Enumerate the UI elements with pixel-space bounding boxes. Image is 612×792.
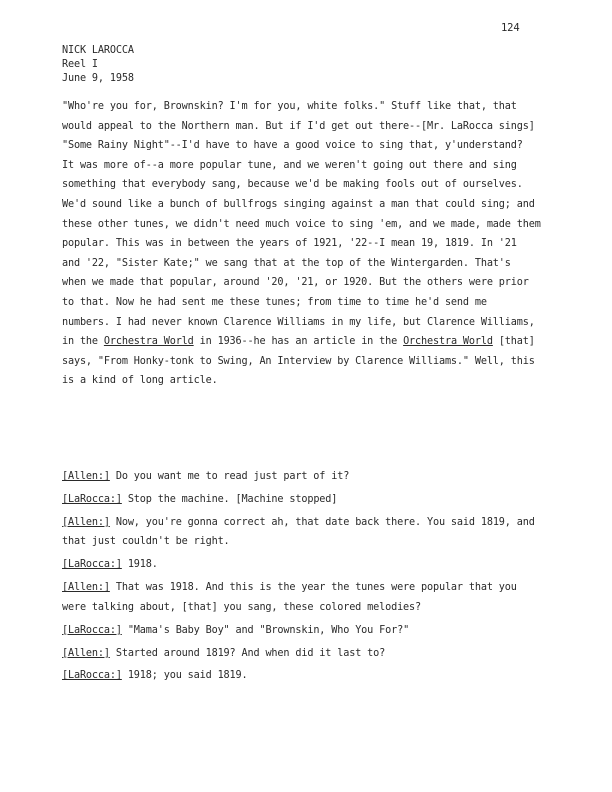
paragraph-line-underlined: [62, 332, 562, 352]
utterance: Stop the machine. [Machine stopped]: [121, 493, 338, 505]
transcript-header: [62, 44, 134, 86]
dialogue-turn: [62, 555, 562, 575]
interviewee-name: NICK LAROCCA: [62, 45, 134, 56]
speaker-label: [Allen:]: [62, 516, 110, 528]
line-text: in the: [62, 336, 104, 348]
speaker-label: [LaRocca:]: [62, 670, 122, 682]
utterance: Started around 1819? And when did it last to?: [109, 647, 386, 659]
paragraph-line: "Some Rainy Night"--I'd have to have a good voice to sing that, y'understand?: [62, 140, 523, 152]
paragraph-line: when we made that popular, around '20, '21, or 1920. But the others were prior: [62, 277, 529, 289]
paragraph-line: these other tunes, we didn't need much voice to sing 'em, and we made, made them: [62, 218, 541, 230]
dialogue-turn: [62, 467, 562, 487]
speaker-label: [LaRocca:]: [62, 559, 122, 571]
page-number: 124: [501, 22, 520, 34]
speaker-label: [Allen:]: [62, 582, 110, 594]
paragraph-line: We'd sound like a bunch of bullfrogs singing against a man that could sing; and: [62, 198, 535, 210]
dialogue-turn: [62, 490, 562, 510]
reel-label: Reel I: [62, 59, 98, 70]
utterance: That was 1918. And this is the year the tunes were popular that you: [109, 582, 517, 594]
dialogue-turn: [62, 621, 562, 641]
utterance-continuation: that just couldn't be right.: [62, 536, 230, 548]
paragraph-line: is a kind of long article.: [62, 375, 218, 387]
utterance-continuation: were talking about, [that] you sang, these colored melodies?: [62, 601, 422, 613]
speaker-label: [Allen:]: [62, 471, 110, 482]
dialogue-turn: [62, 644, 562, 664]
utterance: 1918; you said 1819.: [121, 670, 248, 682]
dialogue-section: [62, 467, 562, 689]
paragraph-line: and '22, "Sister Kate;" we sang that at the top of the Wintergarden. That's: [62, 257, 511, 269]
utterance: Do you want me to read just part of it?: [109, 471, 350, 482]
paragraph-line: would appeal to the Northern man. But if I'd get out there--[Mr. LaRocca sings]: [62, 120, 535, 132]
narrative-paragraph: [62, 97, 562, 391]
utterance: "Mama's Baby Boy" and "Brownskin, Who You For?": [121, 624, 410, 636]
speaker-label: [Allen:]: [62, 647, 110, 659]
paragraph-line: popular. This was in between the years of 1921, '22--I mean 19, 1819. In '21: [62, 238, 517, 250]
dialogue-turn: [62, 578, 562, 617]
paragraph-line: It was more of--a more popular tune, and we weren't going out there and sing: [62, 159, 517, 171]
paragraph-line: says, "From Honky-tonk to Swing, An Interview by Clarence Williams." Well, this: [62, 355, 535, 367]
paragraph-line: to that. Now he had sent me these tunes; from time to time he'd send me: [62, 296, 487, 308]
publication-title: Orchestra World: [103, 336, 194, 348]
publication-title: Orchestra World: [403, 336, 493, 348]
line-text: in 1936--he has an article in the: [193, 336, 404, 348]
paragraph-line: something that everybody sang, because we'd be making fools out of ourselves.: [62, 179, 523, 191]
paragraph-line: numbers. I had never known Clarence Williams in my life, but Clarence Williams,: [62, 316, 535, 328]
dialogue-turn: [62, 666, 562, 686]
paragraph-line: "Who're you for, Brownskin? I'm for you, white folks." Stuff like that, that: [62, 101, 517, 112]
utterance: Now, you're gonna correct ah, that date back there. You said 1819, and: [109, 516, 535, 528]
speaker-label: [LaRocca:]: [62, 493, 122, 505]
speaker-label: [LaRocca:]: [62, 624, 122, 636]
dialogue-turn: [62, 513, 562, 552]
utterance: 1918.: [121, 559, 158, 571]
interview-date: June 9, 1958: [62, 73, 134, 84]
line-text: [that]: [492, 336, 535, 348]
